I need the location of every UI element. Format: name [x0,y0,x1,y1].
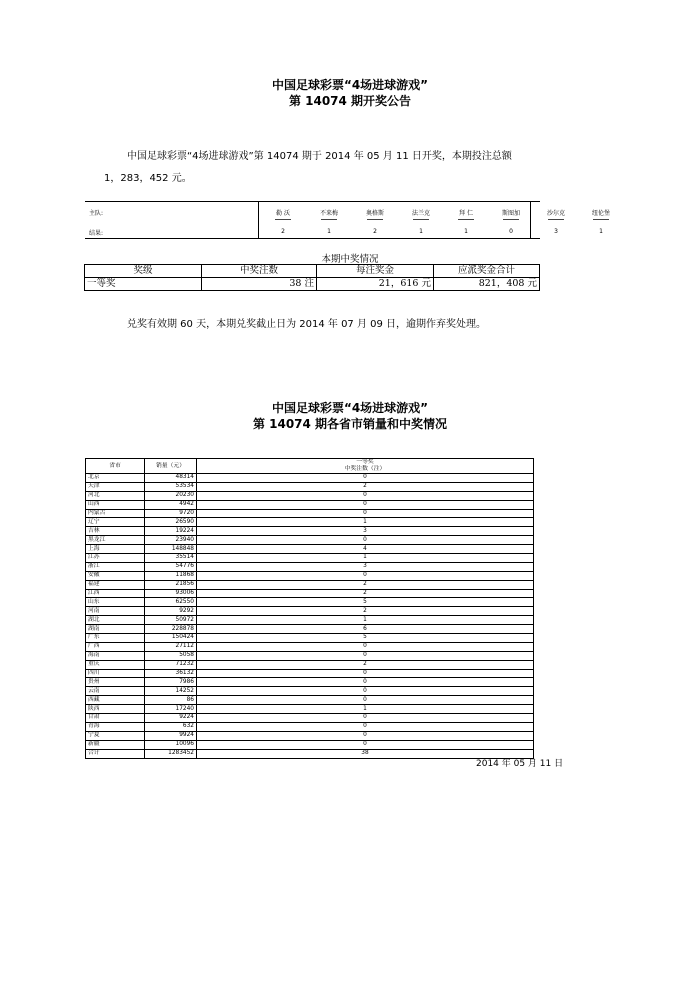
province-name: 新疆 [86,740,145,749]
province-sales: 4942 [145,500,197,509]
province-name: 贵州 [86,678,145,687]
province-prize-count: 0 [197,696,534,705]
province-sales: 62550 [145,598,197,607]
redemption-notice: 兑奖有效期 60 天，本期兑奖截止日为 2014 年 07 月 09 日，逾期作弃奖处理。 [127,319,487,330]
table-row [86,687,534,696]
table-row [86,580,534,589]
separator-dash [321,219,337,220]
header-province: 省市 [86,459,145,474]
header-prize-level: 一等奖 [356,459,374,465]
province-prize-count: 0 [197,740,534,749]
province-name: 内蒙古 [86,509,145,518]
team-name: 法兰克 [411,210,430,217]
province-name: 四川 [86,669,145,678]
intro-text-line2: 1，283，452 元。 [104,173,192,184]
province-prize-count: 0 [197,669,534,678]
province-name: 宁夏 [86,731,145,740]
report-title-line2: 第 14074 期各省市销量和中奖情况 [252,417,448,431]
province-sales-table [85,458,534,759]
province-prize-count: 0 [197,731,534,740]
province-name: 山东 [86,598,145,607]
province-name: 安徽 [86,571,145,580]
team-name: 不来梅 [319,210,338,217]
province-sales: 35514 [145,554,197,563]
separator-dash [503,219,519,220]
province-name: 西藏 [86,696,145,705]
prize-header-level: 奖级 [85,265,202,278]
province-prize-count: 5 [197,598,534,607]
separator-dash [367,219,383,220]
province-prize-count: 1 [197,518,534,527]
table-row [86,571,534,580]
province-sales: 48314 [145,474,197,483]
province-prize-count: 2 [197,482,534,491]
intro-text-line1: 中国足球彩票“4场进球游戏”第 14074 期于 2014 年 05 月 11 日开奖，本期投注总额 [127,151,512,162]
province-prize-count: 1 [197,616,534,625]
province-name: 海南 [86,651,145,660]
province-sales: 20230 [145,491,197,500]
table-row [86,669,534,678]
province-name: 黑龙江 [86,536,145,545]
province-name: 河北 [86,491,145,500]
table-row [86,598,534,607]
table-row [86,607,534,616]
province-rows [86,474,534,759]
province-name: 广东 [86,634,145,643]
province-prize-count: 0 [197,687,534,696]
announcement-title-line2: 第 14074 期开奖公告 [288,94,412,108]
table-row [86,660,534,669]
report-title-line1: 中国足球彩票“4场进球游戏” [271,401,429,415]
announcement-title-line1: 中国足球彩票“4场进球游戏” [271,78,429,92]
province-sales: 148848 [145,545,197,554]
province-prize-count: 0 [197,714,534,723]
province-sales: 10096 [145,740,197,749]
province-sales: 9292 [145,607,197,616]
province-name: 重庆 [86,660,145,669]
province-prize-count: 2 [197,660,534,669]
table-row [86,527,534,536]
province-prize-count: 2 [197,580,534,589]
table-row [85,278,540,291]
separator-dash [593,219,609,220]
team-name: 纽伦堡 [591,210,610,217]
team-name: 拜 仁 [459,210,473,217]
table-row [86,696,534,705]
team-name: 斯图加 [501,210,520,217]
prize-header-count: 中奖注数 [202,265,317,278]
province-prize-count: 3 [197,527,534,536]
table-row [86,518,534,527]
separator-dash [275,219,291,220]
match-result: 1 [599,228,603,235]
province-sales: 150424 [145,634,197,643]
separator-dash [548,219,564,220]
prize-header-total: 应派奖金合计 [434,265,540,278]
province-prize-count: 3 [197,562,534,571]
province-prize-count: 2 [197,589,534,598]
table-divider [258,202,259,238]
province-sales: 27112 [145,642,197,651]
table-row [86,625,534,634]
province-sales: 5058 [145,651,197,660]
table-row [86,509,534,518]
prize-count: 38 注 [202,278,317,291]
table-row [86,554,534,563]
province-sales: 71232 [145,660,197,669]
prize-section-caption: 本期中奖情况 [321,254,379,265]
province-name: 福建 [86,580,145,589]
province-sales: 54776 [145,562,197,571]
teams-row-label: 主队: [89,210,104,217]
table-row [86,731,534,740]
match-result: 2 [281,228,285,235]
province-prize-count: 0 [197,722,534,731]
province-sales: 1283452 [145,749,197,758]
province-prize-count: 6 [197,625,534,634]
province-prize-count: 0 [197,500,534,509]
team-name: 奥格斯 [365,210,384,217]
province-sales: 50972 [145,616,197,625]
match-result: 3 [554,228,558,235]
prize-level: 一等奖 [85,278,202,291]
province-sales: 23940 [145,536,197,545]
results-row-label: 结果: [89,230,104,237]
table-row [86,500,534,509]
match-result: 1 [464,228,468,235]
header-prize-count: 中奖注数（注） [344,466,386,472]
table-row [86,642,534,651]
province-sales: 9720 [145,509,197,518]
province-sales: 7986 [145,678,197,687]
table-row [86,589,534,598]
province-sales: 632 [145,722,197,731]
table-row [86,634,534,643]
match-result: 1 [419,228,423,235]
province-sales: 14252 [145,687,197,696]
province-name: 北京 [86,474,145,483]
province-prize-count: 0 [197,642,534,651]
table-row [86,474,534,483]
prize-header-per-bet: 每注奖金 [317,265,434,278]
prize-per-bet: 21，616 元 [317,278,434,291]
province-prize-count: 2 [197,607,534,616]
province-prize-count: 0 [197,651,534,660]
province-name: 湖南 [86,625,145,634]
table-row [86,545,534,554]
province-name: 吉林 [86,527,145,536]
province-name: 青海 [86,722,145,731]
province-name: 天津 [86,482,145,491]
match-results-table [85,201,610,239]
table-row [86,482,534,491]
prize-total: 821，408 元 [434,278,540,291]
province-prize-count: 4 [197,545,534,554]
province-sales: 19224 [145,527,197,536]
table-row [86,749,534,758]
province-prize-count: 0 [197,491,534,500]
province-name: 上海 [86,545,145,554]
province-sales: 53534 [145,482,197,491]
province-name: 江西 [86,589,145,598]
province-name: 山西 [86,500,145,509]
province-sales: 93006 [145,589,197,598]
match-result: 1 [327,228,331,235]
province-name: 甘肃 [86,714,145,723]
province-name: 陕西 [86,705,145,714]
table-row [86,740,534,749]
province-sales: 21856 [145,580,197,589]
province-sales: 9924 [145,731,197,740]
province-prize-count: 1 [197,554,534,563]
table-row [86,705,534,714]
separator-dash [458,219,474,220]
table-row [86,491,534,500]
separator-dash [413,219,429,220]
province-prize-count: 1 [197,705,534,714]
province-name: 浙江 [86,562,145,571]
province-prize-count: 0 [197,571,534,580]
report-date: 2014 年 05 月 11 日 [476,759,564,769]
province-sales: 36132 [145,669,197,678]
province-name: 合计 [86,749,145,758]
match-result: 2 [373,228,377,235]
province-name: 湖北 [86,616,145,625]
province-sales: 86 [145,696,197,705]
prize-table [84,264,540,291]
province-prize-count: 0 [197,678,534,687]
table-row [86,722,534,731]
table-row [86,536,534,545]
province-name: 广西 [86,642,145,651]
header-first-prize [197,459,534,474]
match-result: 0 [509,228,513,235]
province-name: 云南 [86,687,145,696]
province-sales: 9224 [145,714,197,723]
province-sales: 17240 [145,705,197,714]
province-prize-count: 5 [197,634,534,643]
province-name: 辽宁 [86,518,145,527]
header-sales: 销量（元） [145,459,197,474]
province-prize-count: 0 [197,509,534,518]
table-row [86,562,534,571]
table-row [86,714,534,723]
province-prize-count: 0 [197,536,534,545]
province-prize-count: 0 [197,474,534,483]
table-row [86,651,534,660]
province-name: 河南 [86,607,145,616]
province-name: 江苏 [86,554,145,563]
team-name: 勒 沃 [276,210,290,217]
table-row [86,678,534,687]
team-name: 沙尔克 [546,210,565,217]
province-prize-count: 38 [197,749,534,758]
province-sales: 228878 [145,625,197,634]
province-sales: 11868 [145,571,197,580]
table-row [86,616,534,625]
province-sales: 26590 [145,518,197,527]
